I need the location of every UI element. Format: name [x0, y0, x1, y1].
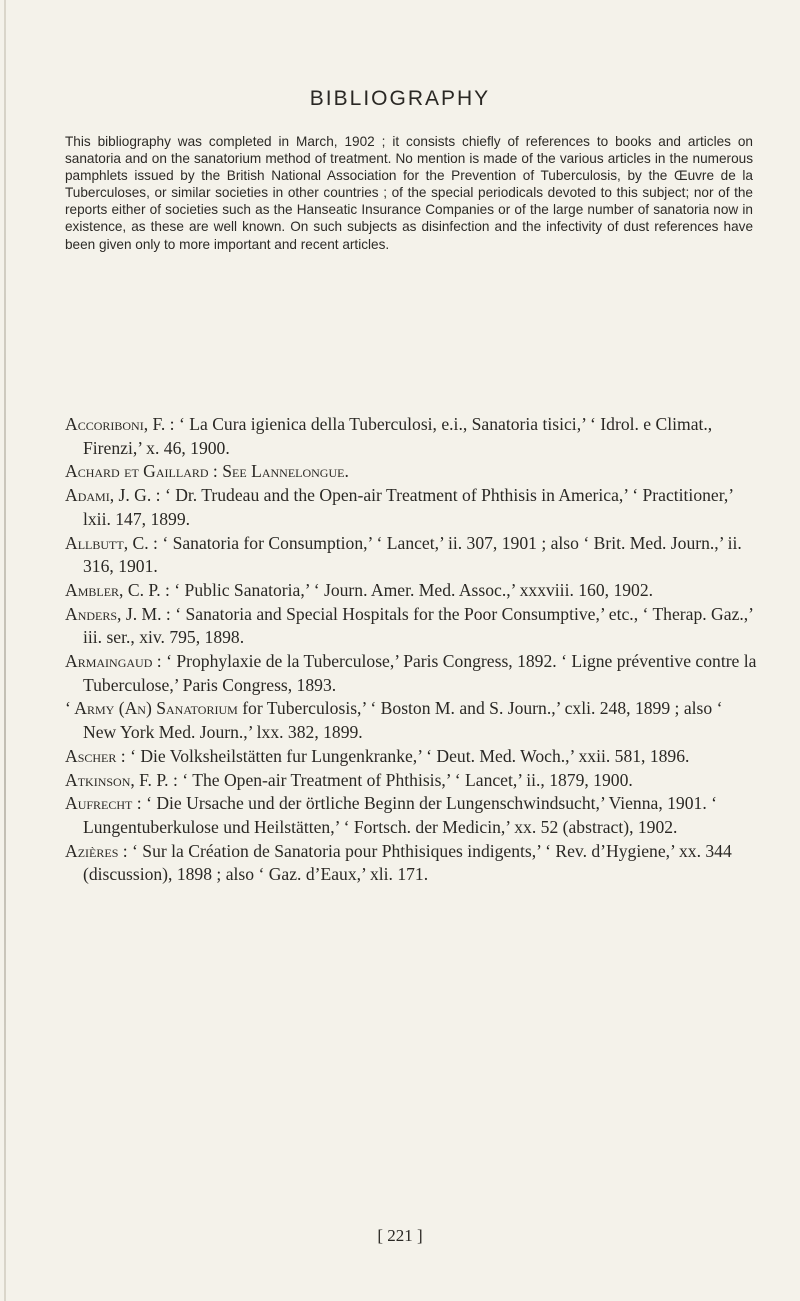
bibliography-entry	[65, 697, 757, 744]
entry-text: ‘ Prophylaxie de la Tuberculose,’ Paris Congress, 1892. ‘ Ligne préventive contre la Tuberculose,’ Paris Congress, 1893.	[83, 651, 757, 695]
entry-author: Adami, J. G. :	[65, 485, 161, 506]
entry-text: ‘ Dr. Trudeau and the Open-air Treatment of Phthisis in America,’ ‘ Practitioner,’ lxii. 147, 1899.	[83, 485, 733, 529]
entry-text: for Tuberculosis,’ ‘ Boston M. and S. Journ.,’ cxli. 248, 1899 ; also ‘ New York Med. Journ.,’ lxx. 382, 1899.	[83, 698, 723, 743]
entry-text: ‘ Public Sanatoria,’ ‘ Journ. Amer. Med. Assoc.,’ xxxviii. 160, 1902.	[169, 579, 654, 600]
entry-text: ‘ Die Ursache und der örtliche Beginn der Lungenschwindsucht,’ Vienna, 1901. ‘ Lungentuberkulose und Heilstätten,’ ‘ Fortsch. der Medicin,’ xx. 52 (abstract), 1902.	[83, 793, 717, 837]
entry-text: See Lannelongue.	[217, 461, 349, 482]
entry-author: Achard et Gaillard :	[65, 461, 218, 482]
entry-author: Anders, J. M. :	[65, 603, 171, 624]
bibliography-entry	[65, 579, 757, 603]
entry-text: ‘ La Cura igienica della Tuberculosi, e.i., Sanatoria tisici,’ ‘ Idrol. e Climat., Firenzi,’ x. 46, 1900.	[83, 414, 713, 458]
bibliography-list	[65, 413, 757, 887]
bibliography-entry	[65, 460, 757, 484]
bibliography-entry	[65, 840, 757, 887]
entry-author: Azières :	[65, 840, 128, 861]
entry-author: ‘ Army (An) Sanatorium	[65, 698, 238, 719]
entry-author: Aufrecht :	[65, 793, 142, 814]
page-number: [ 221 ]	[377, 1226, 423, 1245]
entry-text: ‘ Sanatoria for Consumption,’ ‘ Lancet,’ ii. 307, 1901 ; also ‘ Brit. Med. Journ.,’ ii. 316, 1901.	[83, 532, 742, 577]
bibliography-entry	[65, 745, 757, 769]
bibliography-entry	[65, 532, 757, 579]
entry-author: Ambler, C. P. :	[65, 579, 170, 600]
entry-text: ‘ Sanatoria and Special Hospitals for the Poor Consumptive,’ etc., ‘ Therap. Gaz.,’ iii. ser., xiv. 795, 1898.	[83, 603, 753, 648]
entry-author: Armaingaud :	[65, 651, 162, 672]
entry-text: ‘ Sur la Création de Sanatoria pour Phthisiques indigents,’ ‘ Rev. d’Hygiene,’ xx. 344 (discussion), 1898 ; also ‘ Gaz. d’Eaux,’ xli. 171.	[83, 840, 732, 885]
entry-text: ‘ Die Volksheilstätten fur Lungenkranke,’ ‘ Deut. Med. Woch.,’ xxii. 581, 1896.	[125, 745, 690, 766]
page-title: BIBLIOGRAPHY	[309, 87, 491, 110]
bibliography-entry	[65, 603, 757, 650]
intro-paragraph: This bibliography was completed in March, 1902 ; it consists chiefly of references to books and articles on sanatoria and on the sanatorium method of treatment. No mention is made of the various articles in the numerous pamphlets issued by the British National Association for the Prevention of Tuberculosis, by the Œuvre de la Tuberculoses, or similar societies in other countries ; of the special periodicals devoted to this subject; nor of the reports either of societies such as the Hanseatic Insurance Companies or of the large number of sanatoria now in existence, as these are well known. On such subjects as disinfection and the infectivity of dust references have been given only to more important and recent articles.	[65, 134, 753, 252]
page-edge-shadow	[4, 0, 6, 1301]
entry-text: ‘ The Open-air Treatment of Phthisis,’ ‘ Lancet,’ ii., 1879, 1900.	[177, 769, 633, 790]
bibliography-entry	[65, 792, 757, 839]
entry-author: Ascher :	[65, 745, 126, 766]
entry-author: Accoriboni, F. :	[65, 414, 175, 434]
bibliography-entry	[65, 413, 757, 460]
entry-author: Allbutt, C. :	[65, 532, 158, 553]
bibliography-entry	[65, 484, 757, 531]
entry-author: Atkinson, F. P. :	[65, 769, 178, 790]
bibliography-entry	[65, 650, 757, 697]
bibliography-entry	[65, 769, 757, 793]
